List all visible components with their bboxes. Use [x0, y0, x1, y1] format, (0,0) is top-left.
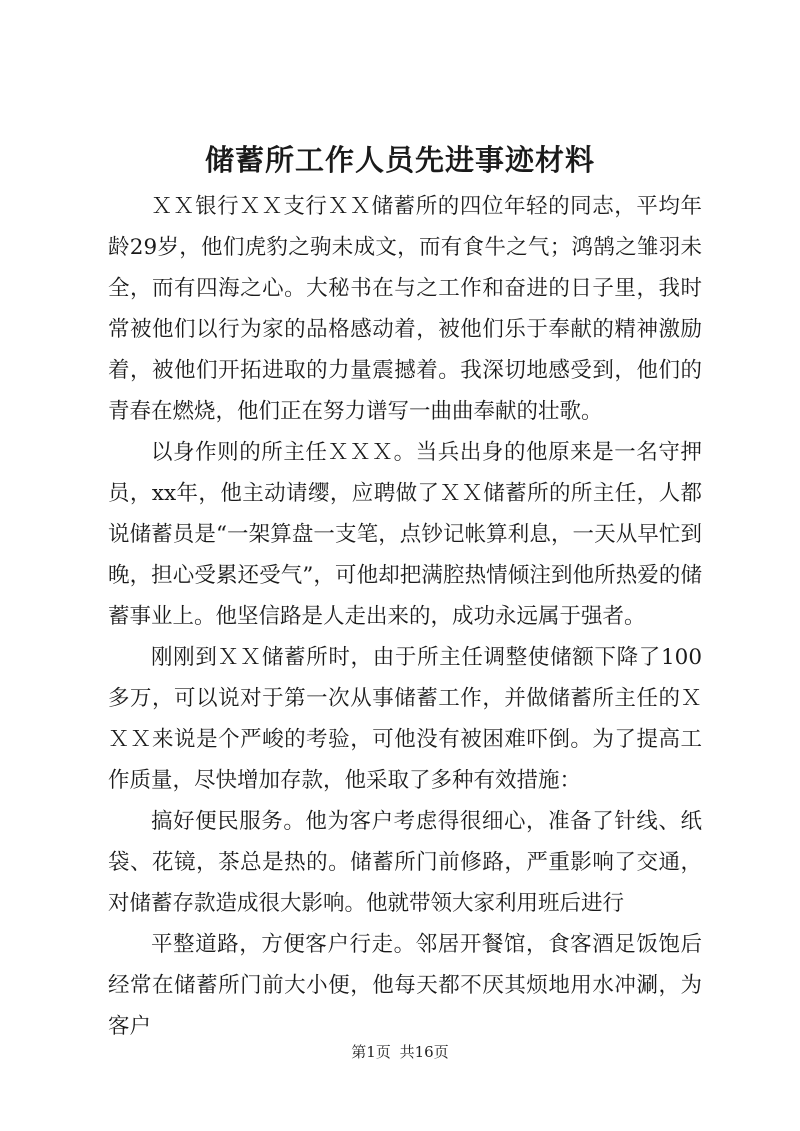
paragraph-director: 以身作则的所主任ＸＸＸ。当兵出身的他原来是一名守押员，xx年，他主动请缨，应聘做了ＸＸ储蓄所的所主任，人都说储蓄员是“一架算盘一支笔，点钞记帐算利息，一天从早忙到晚，担心受累还受气”，可他却把满腔热情倾注到他所热爱的储蓄事业上。他坚信路是人走出来的，成功永远属于强者。	[108, 440, 702, 629]
page-number: 第1页	[351, 1043, 391, 1061]
paragraph-challenge: 刚刚到ＸＸ储蓄所时，由于所主任调整使储额下降了100多万，可以说对于第一次从事储蓄工作，并做储蓄所主任的ＸＸＸ来说是个严峻的考验，可他没有被困难吓倒。为了提高工作质量，尽快增加存款，他采取了多种有效措施：	[108, 645, 702, 793]
document-body	[108, 186, 702, 1047]
document-title: 储蓄所工作人员先进事迹材料	[204, 143, 595, 177]
page-total: 共16页	[399, 1043, 449, 1061]
paragraph-service: 搞好便民服务。他为客户考虑得很细心，准备了针线、纸袋、花镜，茶总是热的。储蓄所门前修路，严重影响了交通，对储蓄存款造成很大影响。他就带领大家利用班后进行	[108, 809, 702, 916]
page-footer	[0, 1041, 800, 1063]
paragraph-intro: ＸＸ银行ＸＸ支行ＸＸ储蓄所的四位年轻的同志，平均年龄29岁，他们虎豹之驹未成文，而有食牛之气；鸿鹄之雏羽未全，而有四海之心。大秘书在与之工作和奋进的日子里，我时常被他们以行为家的品格感动着，被他们乐于奉献的精神激励着，被他们开拓进取的力量震撼着。我深切地感受到，他们的青春在燃烧，他们正在努力谱写一曲曲奉献的壮歌。	[108, 194, 702, 424]
paragraph-road: 平整道路，方便客户行走。邻居开餐馆，食客酒足饭饱后经常在储蓄所门前大小便，他每天都不厌其烦地用水冲涮，为客户	[108, 932, 702, 1039]
